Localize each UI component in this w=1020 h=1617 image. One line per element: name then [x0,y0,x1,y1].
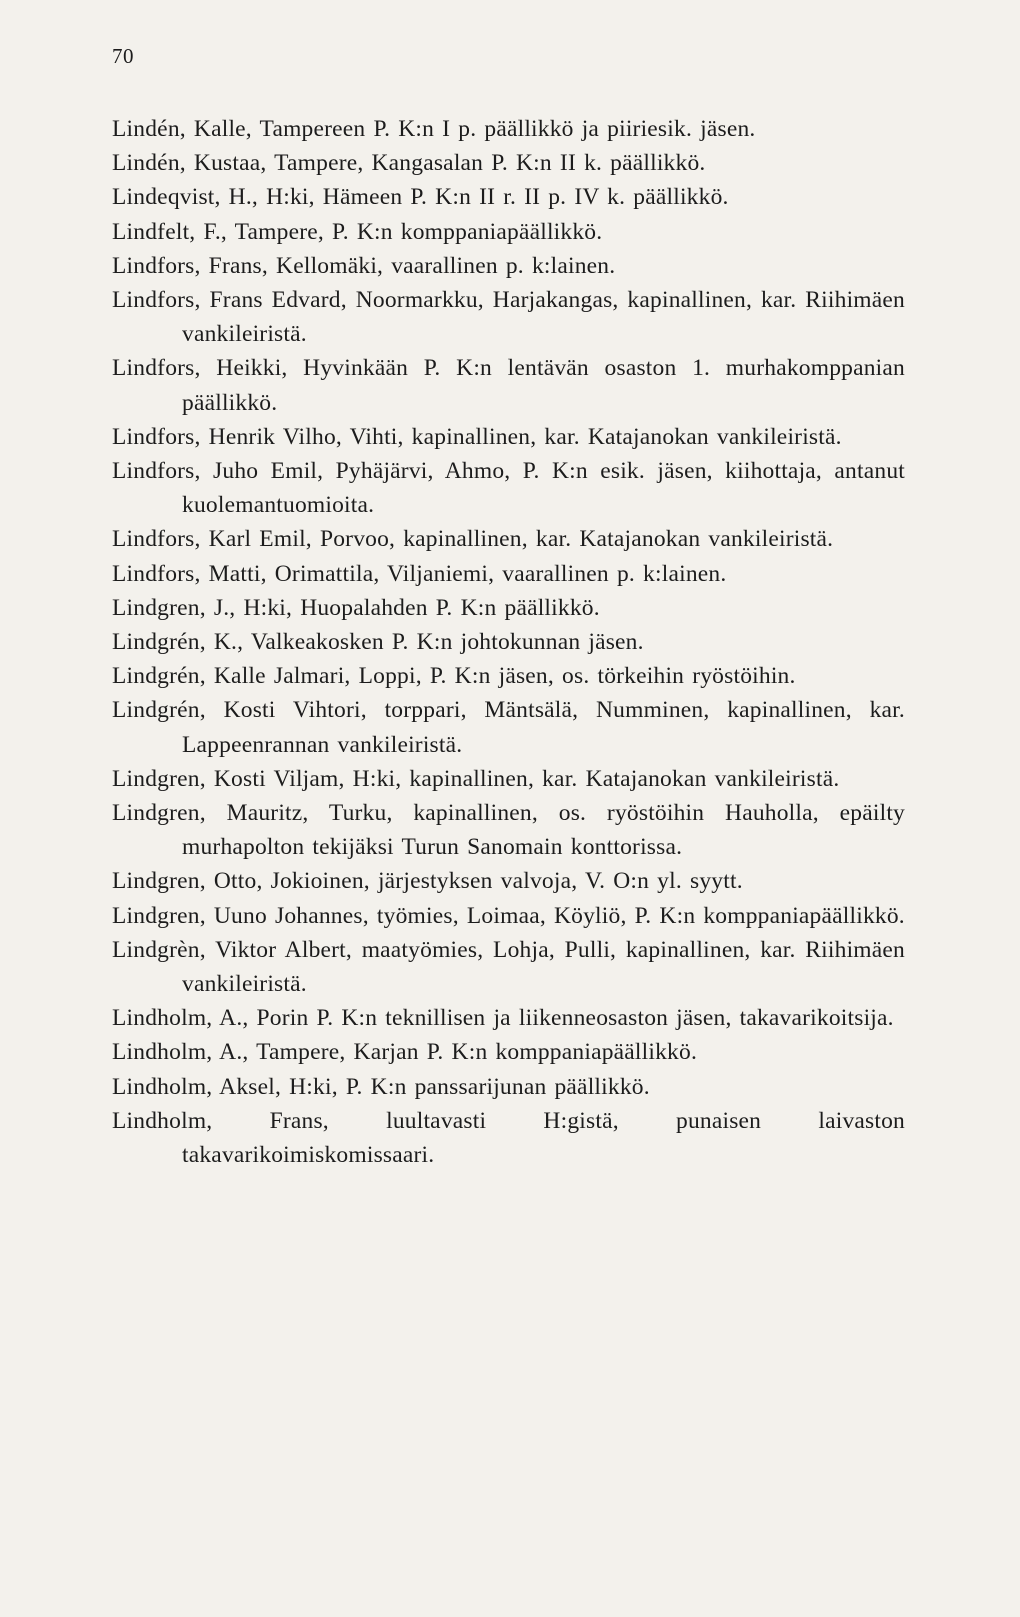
list-item: Lindgrèn, Viktor Albert, maatyömies, Lohja, Pulli, kapinallinen, kar. Riihimäen vankileiristä. [112,936,905,998]
list-item: Lindfors, Juho Emil, Pyhäjärvi, Ahmo, P. K:n esik. jäsen, kiihottaja, antanut kuolemantuomioita. [112,458,905,519]
list-item: Lindén, Kustaa, Tampere, Kangasalan P. K:n II k. päällikkö. [112,150,706,177]
list-item: Lindfors, Frans Edvard, Noormarkku, Harjakangas, kapinallinen, kar. Riihimäen vankileiristä. [112,287,905,348]
list-item: Lindgrén, Kalle Jalmari, Loppi, P. K:n jäsen, os. törkeihin ryöstöihin. [112,663,796,690]
entry-list [112,112,905,1172]
list-item: Lindfelt, F., Tampere, P. K:n komppaniapäällikkö. [112,218,603,245]
list-item: Lindgren, J., H:ki, Huopalahden P. K:n päällikkö. [112,594,600,621]
list-item: Lindgren, Uuno Johannes, työmies, Loimaa, Köyliö, P. K:n komppaniapäällikkö. [112,902,905,929]
list-item: Lindfors, Heikki, Hyvinkään P. K:n lentävän osaston 1. murhakomppanian päällikkö. [112,355,905,416]
list-item: Lindgrén, Kosti Vihtori, torppari, Mäntsälä, Numminen, kapinallinen, kar. Lappeenrannan vankileiristä. [112,697,905,758]
list-item: Lindeqvist, H., H:ki, Hämeen P. K:n II r. II p. IV k. päällikkö. [112,184,729,211]
list-item: Lindholm, Aksel, H:ki, P. K:n panssarijunan päällikkö. [112,1073,650,1100]
list-item: Lindholm, A., Porin P. K:n teknillisen ja liikenneosaston jäsen, takavarikoitsija. [112,1005,894,1032]
list-item: Lindgren, Kosti Viljam, H:ki, kapinallinen, kar. Katajanokan vankileiristä. [112,765,840,792]
list-item: Lindfors, Karl Emil, Porvoo, kapinallinen, kar. Katajanokan vankileiristä. [112,526,834,553]
list-item: Lindgren, Otto, Jokioinen, järjestyksen valvoja, V. O:n yl. syytt. [112,868,743,895]
list-item: Lindgren, Mauritz, Turku, kapinallinen, os. ryöstöihin Hauholla, epäilty murhapolton tekijäksi Turun Sanomain konttorissa. [112,800,905,861]
list-item: Lindgrén, K., Valkeakosken P. K:n johtokunnan jäsen. [112,629,644,656]
page-number: 70 [112,44,134,68]
list-item: Lindfors, Henrik Vilho, Vihti, kapinallinen, kar. Katajanokan vankileiristä. [112,423,842,450]
list-item: Lindholm, Frans, luultavasti H:gistä, punaisen laivaston takavarikoimiskomissaari. [112,1107,905,1169]
list-item: Lindén, Kalle, Tampereen P. K:n I p. päällikkö ja piiriesik. jäsen. [112,116,756,142]
list-item: Lindfors, Frans, Kellomäki, vaarallinen p. k:lainen. [112,252,616,279]
list-item: Lindfors, Matti, Orimattila, Viljaniemi, vaarallinen p. k:lainen. [112,560,727,587]
list-item: Lindholm, A., Tampere, Karjan P. K:n komppaniapäällikkö. [112,1039,698,1066]
